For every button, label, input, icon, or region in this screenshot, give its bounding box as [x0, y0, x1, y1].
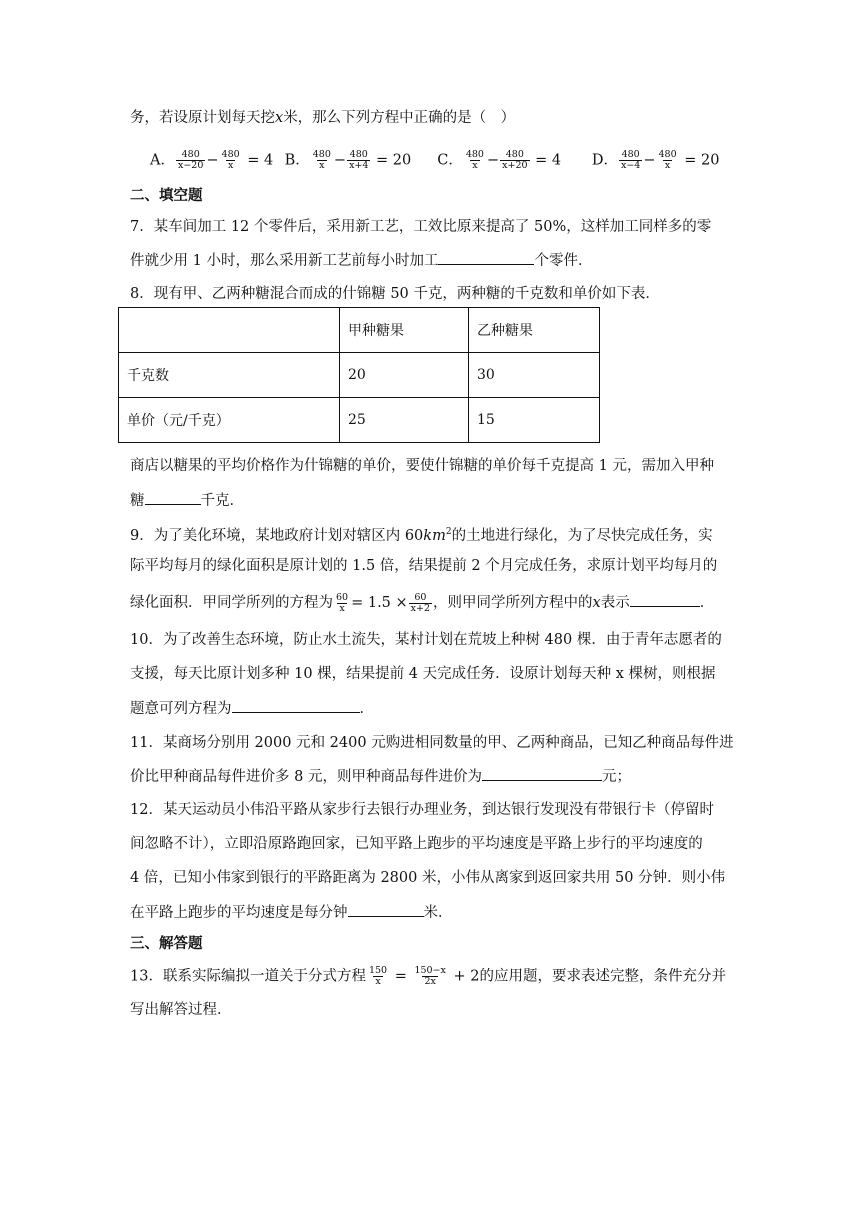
section-heading-solve: 三、解答题	[130, 935, 203, 952]
q6-option-a: A． $\frac{480}{x-20}$ − $\frac{480}{x}$ = 4	[150, 149, 274, 171]
table-row	[119, 353, 600, 398]
q6-option-d: D． $\frac{480}{x-4}$ − $\frac{480}{x}$ = 20	[591, 149, 720, 171]
q10-line-2: 支援，每天比原计划多种 10 棵，结果提前 4 天完成任务．设原计划每天种 x 棵树，则根据	[130, 666, 716, 682]
q7-answer-blank[interactable]	[438, 250, 534, 265]
q9-line-1: 9．为了美化环境，某地政府计划对辖区内 $60km^2$的土地进行绿化，为了尽快完成任务，实	[130, 527, 713, 544]
q12-line-1: 12．某天运动员小伟沿平路从家步行去银行办理业务，到达银行发现没有带银行卡（停留时	[130, 802, 714, 818]
q9-line-2: 际平均每月的绿化面积是原计划的 1.5 倍，结果提前 2 个月完成任务，求原计划平均每月的	[130, 558, 718, 574]
table-cell: 15	[469, 398, 600, 443]
q10-answer-blank[interactable]	[232, 698, 360, 713]
q6-stem: 务，若设原计划每天挖x米，那么下列方程中正确的是（ ）	[130, 110, 516, 126]
q11-answer-blank[interactable]	[482, 766, 602, 781]
table-row	[119, 398, 600, 443]
section-heading-fill-blank: 二、填空题	[130, 187, 203, 204]
q8-line-2: 商店以糖果的平均价格作为什锦糖的单价，要使什锦糖的单价每千克提高 1 元，需加入甲种	[130, 458, 714, 474]
q9-answer-blank[interactable]	[630, 592, 700, 607]
q12-line-4: 在平路上跑步的平均速度是每分钟 米．	[130, 902, 453, 923]
table-cell: 30	[469, 353, 600, 398]
q8-answer-blank[interactable]	[145, 490, 201, 505]
q10-line-3: 题意可列方程为 ．	[130, 698, 374, 719]
table-cell: 25	[340, 398, 469, 443]
q8-line-1: 8．现有甲、乙两种糖混合而成的什锦糖 50 千克，两种糖的千克数和单价如下表．	[130, 286, 660, 302]
table-cell: 单价（元/千克）	[119, 398, 340, 443]
table-cell: 千克数	[119, 353, 340, 398]
q13-line-1: 13．联系实际编拟一道关于分式方程 $\frac{150}{x}$ = $\frac{150-x}{2x}$ + 2的应用题，要求表述完整，条件充分并	[130, 965, 727, 987]
q10-line-1: 10．为了改善生态环境，防止水土流失，某村计划在荒坡上种树 480 棵．由于青年志愿者的	[130, 632, 722, 648]
table-cell	[119, 308, 340, 353]
q11-line-1: 11．某商场分别用 2000 元和 2400 元购进相同数量的甲、乙两种商品，已知乙种商品每件进	[130, 735, 734, 751]
q7-line-1: 7．某车间加工 12 个零件后，采用新工艺，工效比原来提高了 50%，这样加工同样多的零	[130, 219, 712, 235]
table-cell: 乙种糖果	[469, 308, 600, 353]
candy-table	[118, 307, 600, 443]
q9-line-3: 绿化面积．甲同学所列的方程为 $\frac{60}{x}$ = 1.5 × $\frac{60}{x+2}$ ，则甲同学所列方程中的x表示 ．	[130, 591, 715, 614]
table-row	[119, 308, 600, 353]
q12-line-3: 4 倍，已知小伟家到银行的平路距离为 2800 米，小伟从离家到返回家共用 50 分钟．则小伟	[130, 870, 726, 886]
q11-line-2: 价比甲种商品每件进价多 8 元，则甲种商品每件进价为 元；	[130, 766, 631, 787]
q6-option-c: C． $\frac{480}{x}$ − $\frac{480}{x+20}$ = 4	[437, 149, 562, 171]
q7-line-2: 件就少用 1 小时，那么采用新工艺前每小时加工 个零件．	[130, 250, 592, 271]
q6-option-b: B． $\frac{480}{x}$ − $\frac{480}{x+4}$ = 20	[284, 149, 412, 171]
table-cell: 甲种糖果	[340, 308, 469, 353]
q8-line-3: 糖 千克．	[130, 490, 244, 511]
q6-options	[150, 150, 719, 171]
q12-line-2: 间忽略不计），立即沿原路跑回家，已知平路上跑步的平均速度是平路上步行的平均速度的	[130, 836, 703, 852]
q12-answer-blank[interactable]	[348, 902, 424, 917]
table-cell: 20	[340, 353, 469, 398]
q13-line-2: 写出解答过程．	[130, 1002, 232, 1018]
